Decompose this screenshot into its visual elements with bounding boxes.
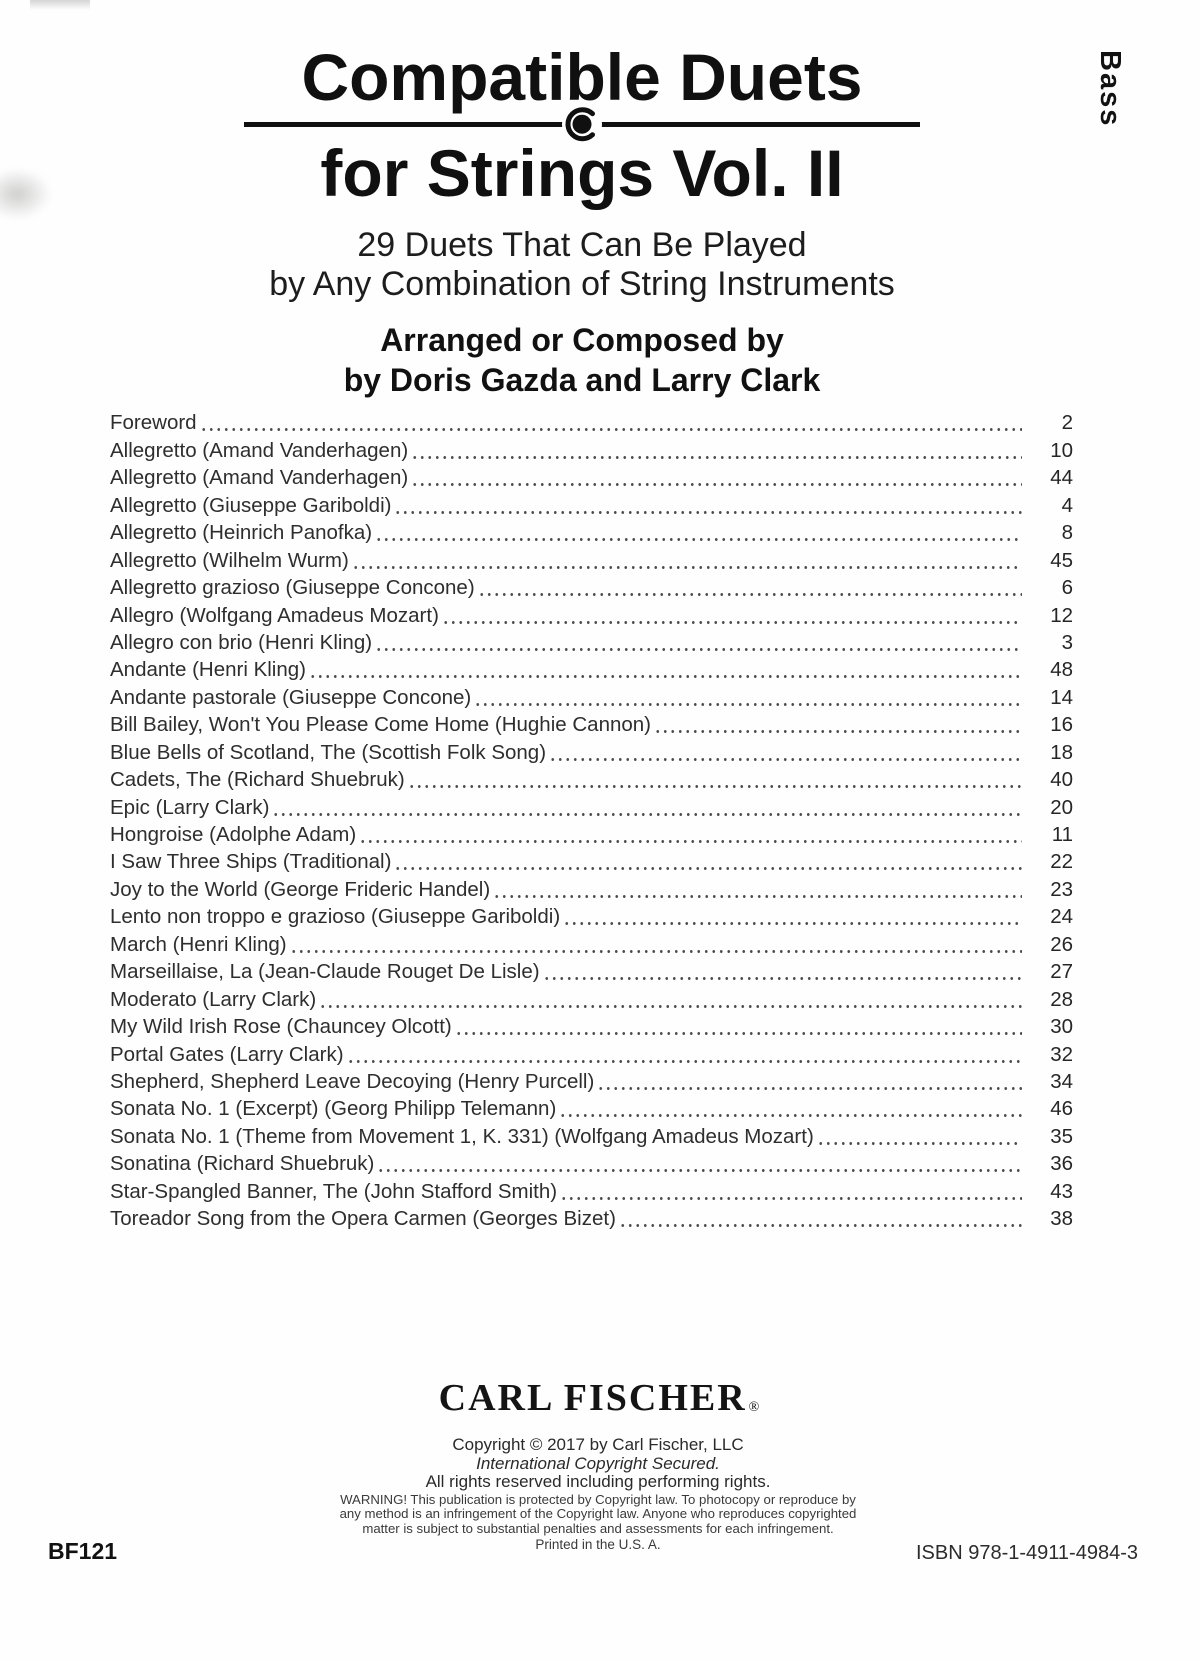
toc-entry-page: 46 xyxy=(1050,1097,1073,1121)
dot-leader xyxy=(375,631,1022,655)
toc-entry-page: 28 xyxy=(1050,987,1073,1011)
toc-entry-title: Shepherd, Shepherd Leave Decoying (Henry Purcell) xyxy=(110,1069,595,1093)
toc-entry-title: Allegretto (Amand Vanderhagen) xyxy=(110,438,409,462)
dot-leader xyxy=(290,933,1022,957)
dot-leader xyxy=(549,741,1022,765)
toc-entry xyxy=(110,902,1073,929)
toc-entry xyxy=(110,628,1073,655)
toc-entry-page: 2 xyxy=(1061,411,1073,435)
toc-entry xyxy=(110,1094,1073,1121)
dot-leader xyxy=(272,796,1022,820)
toc-entry xyxy=(110,408,1073,435)
toc-entry-title: Andante pastorale (Giuseppe Concone) xyxy=(110,685,472,709)
toc-entry-title: Sonata No. 1 (Excerpt) (Georg Philipp Telemann) xyxy=(110,1097,557,1121)
toc-entry-title: March (Henri Kling) xyxy=(110,932,287,956)
toc-entry-page: 32 xyxy=(1050,1042,1073,1066)
copyright-line1: Copyright © 2017 by Carl Fischer, LLC xyxy=(452,1435,744,1454)
toc-entry-title: Toreador Song from the Opera Carmen (Georges Bizet) xyxy=(110,1207,616,1231)
toc-entry xyxy=(110,463,1073,490)
toc-entry xyxy=(110,1067,1073,1094)
toc-entry-title: Bill Bailey, Won't You Please Come Home (Hughie Cannon) xyxy=(110,713,651,737)
toc-entry xyxy=(110,792,1073,819)
toc-entry-title: Sonata No. 1 (Theme from Movement 1, K. 331) (Wolfgang Amadeus Mozart) xyxy=(110,1124,814,1148)
page-title-line2: for Strings Vol. II xyxy=(320,136,844,210)
toc-entry-title: Moderato (Larry Clark) xyxy=(110,987,317,1011)
dot-leader xyxy=(394,850,1022,874)
toc-entry xyxy=(110,518,1073,545)
toc-entry-page: 34 xyxy=(1050,1069,1073,1093)
warning-line: WARNING! This publication is protected by Copyright law. To photocopy or reproduce by xyxy=(340,1491,856,1507)
publisher-name: CARL FISCHER xyxy=(438,1377,747,1419)
toc-entry xyxy=(110,820,1073,847)
toc-entry-title: Epic (Larry Clark) xyxy=(110,795,270,819)
toc-entry-page: 48 xyxy=(1050,658,1073,682)
dot-leader xyxy=(455,1015,1022,1039)
warning-line: any method is an infringement of the Copyright law. Anyone who reproduces copyrighted xyxy=(339,1506,857,1522)
dot-leader xyxy=(563,905,1022,929)
publisher-logo xyxy=(0,1378,1196,1427)
toc-entry-title: Andante (Henri Kling) xyxy=(110,658,306,682)
toc-entry-title: Blue Bells of Scotland, The (Scottish Folk Song) xyxy=(110,740,547,764)
toc-entry-page: 30 xyxy=(1050,1015,1073,1039)
dot-leader xyxy=(478,576,1022,600)
toc-entry xyxy=(110,984,1073,1011)
toc-entry-page: 23 xyxy=(1050,877,1073,901)
toc-entry-page: 43 xyxy=(1050,1179,1073,1203)
copyright-line2: International Copyright Secured. xyxy=(476,1453,720,1473)
toc-entry-page: 20 xyxy=(1050,795,1073,819)
toc-entry-title: Allegretto (Giuseppe Gariboldi) xyxy=(110,493,392,517)
toc-entry xyxy=(110,1121,1073,1148)
toc-entry-page: 27 xyxy=(1050,960,1073,984)
byline-line2: by Doris Gazda and Larry Clark xyxy=(343,362,821,398)
toc-entry-title: Joy to the World (George Frideric Handel) xyxy=(110,877,491,901)
carl-fischer-c-icon xyxy=(562,104,602,144)
toc-entry xyxy=(110,929,1073,956)
toc-entry xyxy=(110,847,1073,874)
dot-leader xyxy=(411,439,1022,463)
copyright-line3: All rights reserved including performing rights. xyxy=(425,1472,771,1491)
toc-entry xyxy=(110,1149,1073,1176)
dot-leader xyxy=(408,768,1022,792)
printed-line: Printed in the U.S. A. xyxy=(535,1536,661,1552)
toc-entry-title: My Wild Irish Rose (Chauncey Olcott) xyxy=(110,1015,452,1039)
toc-entry xyxy=(110,710,1073,737)
toc-entry-page: 12 xyxy=(1050,603,1073,627)
toc-entry-page: 8 xyxy=(1061,521,1073,545)
toc-entry-page: 36 xyxy=(1050,1152,1073,1176)
dot-leader xyxy=(394,494,1022,518)
dot-leader xyxy=(442,604,1022,628)
dot-leader xyxy=(377,1152,1022,1176)
byline xyxy=(0,320,1164,400)
isbn: ISBN 978-1-4911-4984-3 xyxy=(916,1542,1138,1564)
dot-leader xyxy=(309,658,1022,682)
byline-line1: Arranged or Composed by xyxy=(380,322,784,358)
toc-entry xyxy=(110,545,1073,572)
dot-leader xyxy=(493,878,1022,902)
toc-entry-page: 16 xyxy=(1050,713,1073,737)
toc-entry xyxy=(110,682,1073,709)
title-divider xyxy=(244,122,920,127)
toc-entry xyxy=(110,765,1073,792)
dot-leader xyxy=(597,1070,1022,1094)
toc-entry xyxy=(110,655,1073,682)
toc-entry-page: 35 xyxy=(1050,1124,1073,1148)
toc-entry-page: 4 xyxy=(1061,493,1073,517)
toc-entry-page: 22 xyxy=(1050,850,1073,874)
toc-entry xyxy=(110,435,1073,462)
toc-entry-page: 14 xyxy=(1050,685,1073,709)
toc-entry-page: 11 xyxy=(1051,823,1073,846)
toc-entry-title: Allegretto (Wilhelm Wurm) xyxy=(110,548,349,572)
toc-entry-title: Foreword xyxy=(110,411,197,435)
page-title-line1: Compatible Duets xyxy=(301,40,863,114)
toc-entry-title: Allegretto (Heinrich Panofka) xyxy=(110,521,373,545)
toc-entry xyxy=(110,573,1073,600)
toc-entry-title: Allegretto (Amand Vanderhagen) xyxy=(110,466,409,490)
toc-entry-page: 45 xyxy=(1050,548,1073,572)
dot-leader xyxy=(560,1180,1022,1204)
copyright-block xyxy=(0,1436,1196,1492)
dot-leader xyxy=(817,1125,1022,1149)
subtitle xyxy=(0,226,1164,304)
dot-leader xyxy=(559,1097,1022,1121)
dot-leader xyxy=(654,713,1022,737)
dot-leader xyxy=(619,1207,1022,1231)
toc-entry-title: Allegretto grazioso (Giuseppe Concone) xyxy=(110,576,475,600)
toc-entry-page: 3 xyxy=(1061,630,1073,654)
toc-entry-page: 24 xyxy=(1050,905,1073,929)
toc-entry-title: Lento non troppo e grazioso (Giuseppe Gariboldi) xyxy=(110,905,561,929)
toc-entry-title: Sonatina (Richard Shuebruk) xyxy=(110,1152,375,1176)
dot-leader xyxy=(474,686,1022,710)
toc-entry xyxy=(110,1176,1073,1203)
toc-entry-page: 6 xyxy=(1061,576,1073,600)
toc-entry-title: Hongroise (Adolphe Adam) xyxy=(110,823,357,846)
toc-entry-title: Marseillaise, La (Jean-Claude Rouget De Lisle) xyxy=(110,960,540,984)
dot-leader xyxy=(347,1043,1022,1067)
toc-entry xyxy=(110,490,1073,517)
instrument-label: Bass xyxy=(1094,50,1126,128)
toc-entry-title: Cadets, The (Richard Shuebruk) xyxy=(110,768,405,792)
toc-entry-page: 26 xyxy=(1050,932,1073,956)
toc-entry-title: I Saw Three Ships (Traditional) xyxy=(110,850,392,874)
dot-leader xyxy=(359,823,1022,847)
dot-leader xyxy=(543,960,1022,984)
dot-leader xyxy=(352,549,1022,573)
toc-entry-title: Allegro con brio (Henri Kling) xyxy=(110,630,373,654)
toc-entry-title: Star-Spangled Banner, The (John Stafford Smith) xyxy=(110,1179,558,1203)
toc-entry xyxy=(110,1204,1073,1231)
toc-entry xyxy=(110,957,1073,984)
scan-artifact xyxy=(30,0,90,10)
toc-entry-page: 38 xyxy=(1050,1207,1073,1231)
dot-leader xyxy=(411,466,1022,490)
toc-entry-title: Portal Gates (Larry Clark) xyxy=(110,1042,344,1066)
title-block xyxy=(0,40,1200,400)
subtitle-line1: 29 Duets That Can Be Played xyxy=(357,226,807,264)
toc-entry xyxy=(110,1039,1073,1066)
toc-entry-page: 10 xyxy=(1050,438,1073,462)
toc-entry-page: 40 xyxy=(1050,768,1073,792)
toc-entry-title: Allegro (Wolfgang Amadeus Mozart) xyxy=(110,603,439,627)
warning-line: matter is subject to substantial penalties and assessments for each infringement. xyxy=(362,1521,834,1537)
dot-leader xyxy=(375,521,1022,545)
toc-entry-page: 18 xyxy=(1050,740,1073,764)
toc-entry xyxy=(110,874,1073,901)
registered-trademark-icon: ® xyxy=(748,1400,760,1415)
dot-leader xyxy=(200,411,1022,435)
footer-block xyxy=(0,1378,1200,1553)
toc-list xyxy=(110,408,1073,1231)
plate-number: BF121 xyxy=(48,1538,118,1564)
warning-block xyxy=(0,1493,1196,1537)
toc-entry xyxy=(110,737,1073,764)
subtitle-line2: by Any Combination of String Instruments xyxy=(269,265,895,303)
toc-entry-page: 44 xyxy=(1050,466,1073,490)
dot-leader xyxy=(319,988,1022,1012)
toc-entry xyxy=(110,1012,1073,1039)
toc-entry xyxy=(110,600,1073,627)
